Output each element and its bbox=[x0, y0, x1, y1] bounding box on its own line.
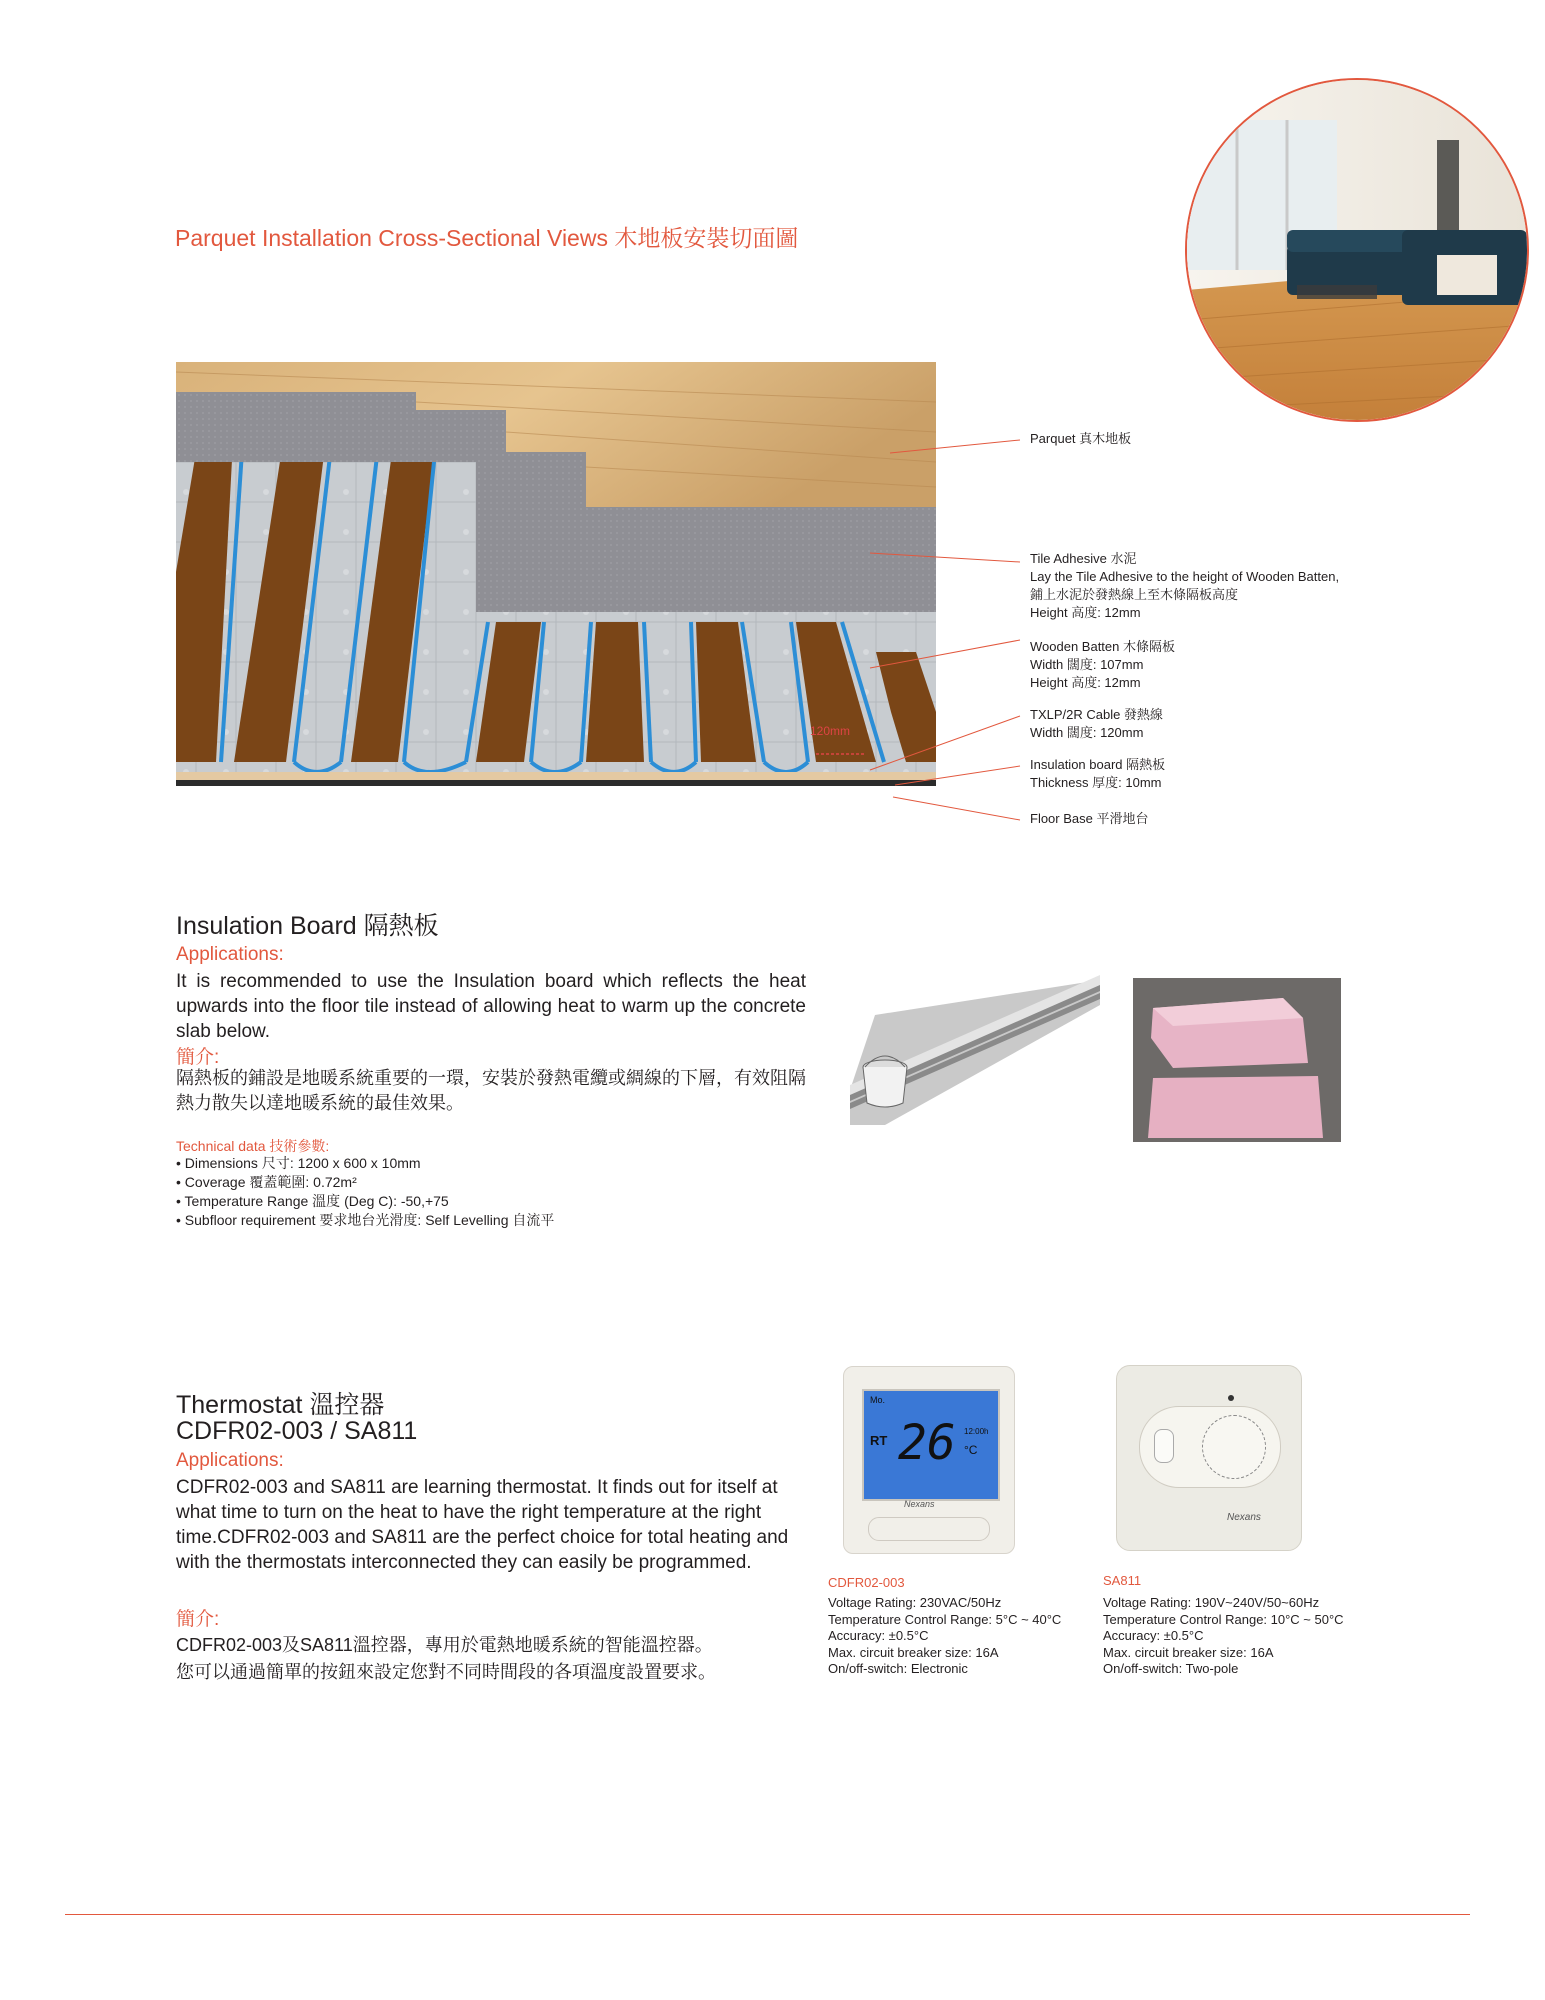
spec-line: Voltage Rating: 190V~240V/50~60Hz bbox=[1103, 1595, 1320, 1610]
spec-line: On/off-switch: Two-pole bbox=[1103, 1661, 1239, 1676]
callout-line: TXLP/2R Cable 發熱線 bbox=[1030, 707, 1163, 722]
callout-wooden-batten bbox=[1030, 638, 1175, 692]
callout-insulation-board bbox=[1030, 756, 1165, 792]
callout-line: Lay the Tile Adhesive to the height of Wooden Batten, bbox=[1030, 569, 1340, 584]
thermostat-intro-line1: CDFR02-003及SA811溫控器，專用於電熱地暖系統的智能溫控器。 bbox=[176, 1635, 713, 1655]
callout-line: Parquet 真木地板 bbox=[1030, 431, 1132, 446]
cable-spacing-dimension: 120mm bbox=[810, 724, 851, 738]
thermostat-title: Thermostat 溫控器 bbox=[176, 1391, 385, 1419]
lcd-time: 12:00h bbox=[964, 1427, 989, 1436]
insulation-board-illustration bbox=[845, 975, 1105, 1125]
callout-line: Height 高度: 12mm bbox=[1030, 675, 1141, 690]
power-switch bbox=[1154, 1429, 1174, 1463]
callout-line: Width 闊度: 120mm bbox=[1030, 725, 1144, 740]
callout-line: Height 高度: 12mm bbox=[1030, 605, 1141, 620]
thermostat-intro-line2: 您可以通過簡單的按鈕來設定您對不同時間段的各項溫度設置要求。 bbox=[176, 1662, 716, 1682]
spec-line: Voltage Rating: 230VAC/50Hz bbox=[828, 1595, 1002, 1610]
thermostat-applications-text: CDFR02-003 and SA811 are learning thermostat. It finds out for itself at what time to turn on the heat to have the right temperature at the right time.CDFR02-003 and SA811 are the perfect choice for total heating and with the thermostats interconnected they can easily be programmed. bbox=[176, 1477, 789, 1573]
callout-line: Wooden Batten 木條隔板 bbox=[1030, 639, 1175, 654]
lcd-temperature: 26 bbox=[898, 1415, 956, 1471]
cdfr02-003-device bbox=[843, 1366, 1015, 1554]
device-brand: Nexans bbox=[904, 1499, 935, 1509]
spec-line: Accuracy: ±0.5°C bbox=[828, 1628, 929, 1643]
parquet-section-title: Parquet Installation Cross-Sectional Views 木地板安裝切面圖 bbox=[175, 225, 799, 251]
spec-line: On/off-switch: Electronic bbox=[828, 1661, 968, 1676]
callout-line: Width 闊度: 107mm bbox=[1030, 657, 1144, 672]
callout-line: Floor Base 平滑地台 bbox=[1030, 811, 1149, 826]
insulation-intro-label: 簡介: bbox=[176, 1047, 220, 1068]
spec-title-cdfr: CDFR02-003 bbox=[828, 1575, 905, 1590]
spec-line: Temperature Control Range: 5°C ~ 40°C bbox=[828, 1611, 1062, 1627]
callout-line: Insulation board 隔熱板 bbox=[1030, 757, 1166, 772]
device-brand: Nexans bbox=[1227, 1512, 1261, 1523]
callout-tile-adhesive bbox=[1030, 550, 1339, 622]
spec-line: Max. circuit breaker size: 16A bbox=[1103, 1644, 1274, 1660]
insulation-title: Insulation Board 隔熱板 bbox=[176, 912, 439, 940]
callout-line: Tile Adhesive 水泥 bbox=[1030, 551, 1137, 566]
thermostat-applications-label: Applications: bbox=[176, 1450, 284, 1471]
tech-item: • Subfloor requirement 要求地台光滑度: Self Levelling 自流平 bbox=[176, 1211, 554, 1230]
spec-line: Accuracy: ±0.5°C bbox=[1103, 1628, 1204, 1643]
sa811-control-panel bbox=[1139, 1406, 1281, 1488]
insulation-board-photo bbox=[1133, 978, 1341, 1142]
lcd-mode: Mo. bbox=[870, 1395, 886, 1405]
lcd-screen bbox=[862, 1389, 1000, 1501]
callout-cable bbox=[1030, 706, 1163, 742]
tech-data-title: Technical data 技術參數: bbox=[176, 1138, 330, 1154]
sa811-device bbox=[1116, 1365, 1302, 1551]
footer-rule bbox=[65, 1914, 1470, 1915]
spec-list-sa811 bbox=[1103, 1595, 1344, 1678]
callout-line: Thickness 厚度: 10mm bbox=[1030, 775, 1162, 790]
callout-line: 鋪上水泥於發熱線上至木條隔板高度 bbox=[1030, 587, 1239, 602]
spec-line: Temperature Control Range: 10°C ~ 50°C bbox=[1103, 1611, 1344, 1627]
insulation-applications-label: Applications: bbox=[176, 944, 284, 965]
insulation-intro-text: 隔熱板的鋪設是地暖系統重要的一環，安裝於發熱電纜或綢線的下層，有效阻隔熱力散失以達地暖系統的最佳效果。 bbox=[176, 1068, 806, 1113]
tech-item: • Dimensions 尺寸: 1200 x 600 x 10mm bbox=[176, 1154, 554, 1173]
thermostat-model-title: CDFR02-003 / SA811 bbox=[176, 1417, 418, 1445]
indicator-light bbox=[1228, 1395, 1234, 1401]
callout-floor-base bbox=[1030, 810, 1148, 828]
tech-data-list bbox=[176, 1154, 554, 1230]
spec-line: Max. circuit breaker size: 16A bbox=[828, 1644, 999, 1660]
lcd-unit: °C bbox=[964, 1443, 978, 1457]
callout-leaders bbox=[0, 0, 1545, 860]
temperature-dial bbox=[1202, 1415, 1266, 1479]
spec-list-cdfr bbox=[828, 1595, 1061, 1678]
thermostat-intro-label: 簡介: bbox=[176, 1609, 220, 1630]
callout-parquet bbox=[1030, 430, 1131, 448]
tech-item: • Temperature Range 溫度 (Deg C): -50,+75 bbox=[176, 1192, 554, 1211]
device-buttons bbox=[868, 1517, 990, 1541]
lcd-rt: RT bbox=[870, 1433, 888, 1448]
spec-title-sa811: SA811 bbox=[1103, 1573, 1142, 1588]
tech-item: • Coverage 覆蓋範圍: 0.72m² bbox=[176, 1173, 554, 1192]
insulation-applications-text: It is recommended to use the Insulation board which reflects the heat upwards into the floor tile instead of allowing heat to warm up the concrete slab below. bbox=[176, 971, 806, 1042]
